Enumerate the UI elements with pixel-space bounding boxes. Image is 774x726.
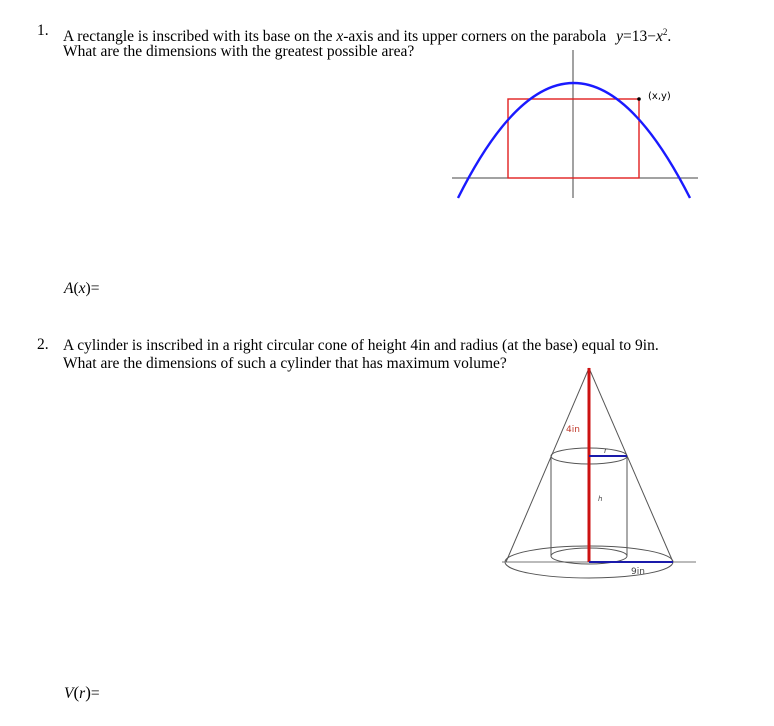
answer-1-fn: A xyxy=(64,280,74,297)
eq-end: . xyxy=(667,28,672,46)
small-radius-label: r xyxy=(604,446,608,455)
cone-right-side xyxy=(589,368,673,562)
q1-text-a: A rectangle is inscribed with its base on the xyxy=(63,28,337,46)
parabola-figure xyxy=(450,48,700,202)
eq-x: x xyxy=(655,28,663,46)
answer-1-eq: = xyxy=(90,280,100,297)
height-label: 4in xyxy=(566,425,580,435)
point-label: (x,y) xyxy=(648,91,671,102)
corner-point xyxy=(637,97,641,101)
answer-2-fn: V xyxy=(64,685,74,702)
q1-var-x: x xyxy=(336,28,344,46)
eq-mid: =13− xyxy=(622,28,656,46)
small-height-label: h xyxy=(598,495,603,503)
answer-2-eq: = xyxy=(90,685,100,702)
q1-text-b: -axis and its upper corners on the parabola xyxy=(343,28,607,46)
question-1-line-2: What are the dimensions with the greatest possible area? xyxy=(63,43,415,60)
eq-y: y xyxy=(616,28,623,46)
cone-left-side xyxy=(506,368,589,562)
cone-figure xyxy=(500,360,700,582)
question-1-number: 1. xyxy=(37,22,49,39)
question-2-line-1: A cylinder is inscribed in a right circular cone of height 4in and radius (at the base) equal to 9in. xyxy=(63,337,659,354)
question-2-number: 2. xyxy=(37,336,49,353)
question-2-line-2: What are the dimensions of such a cylinder that has maximum volume? xyxy=(63,355,507,372)
parabola-equation xyxy=(616,28,671,45)
answer-2-label: V(r)= xyxy=(64,683,100,702)
answer-1-label: A(x)= xyxy=(64,280,100,297)
big-radius-label: 9in xyxy=(631,567,645,577)
answer-2-var: r xyxy=(79,685,86,702)
eq-exponent: 2 xyxy=(662,27,668,37)
answer-1-var: x xyxy=(78,280,86,297)
